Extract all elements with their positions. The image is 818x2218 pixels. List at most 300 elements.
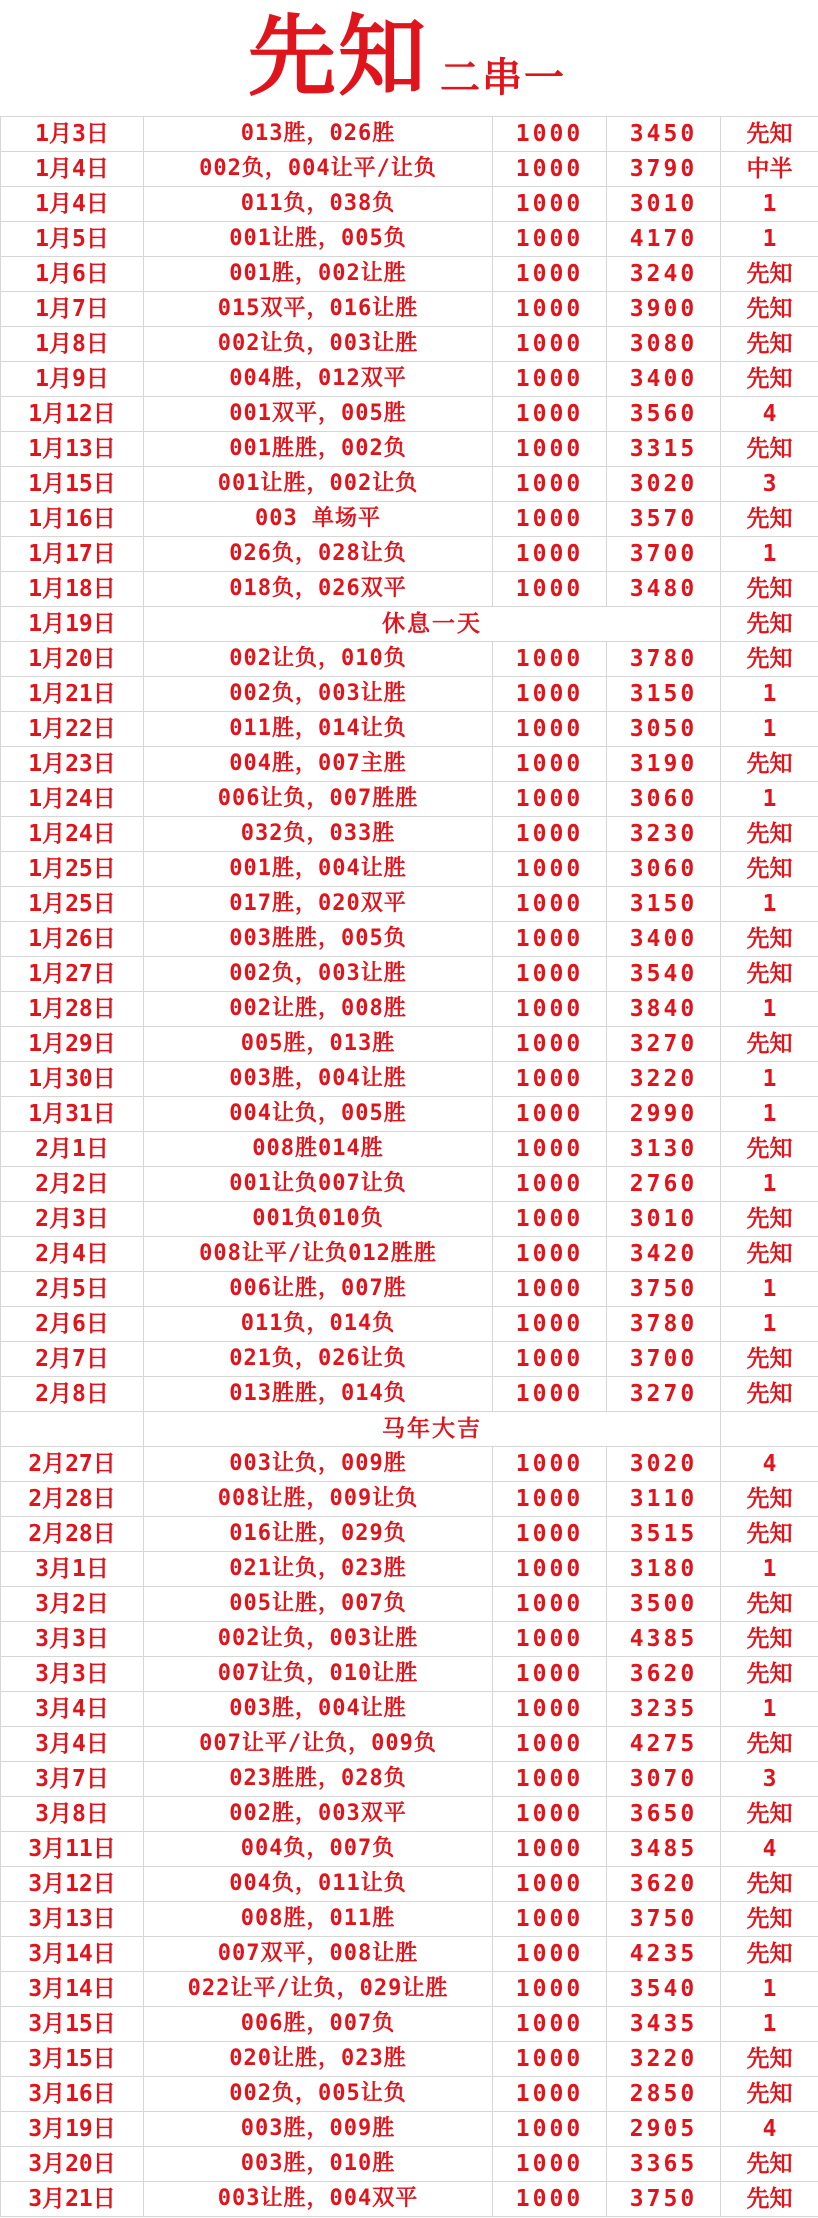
date-cell: 1月20日 xyxy=(1,642,144,677)
payout-cell: 4275 xyxy=(607,1727,721,1762)
result-cell: 1 xyxy=(721,1167,818,1202)
picks-cell: 013胜，026胜 xyxy=(144,117,493,152)
stake-cell: 1000 xyxy=(493,747,607,782)
payout-cell: 3540 xyxy=(607,957,721,992)
table-row xyxy=(1,2077,818,2112)
table-row xyxy=(1,852,818,887)
result-cell: 1 xyxy=(721,1972,818,2007)
table-row xyxy=(1,2007,818,2042)
result-cell: 先知 xyxy=(721,1657,818,1692)
result-cell: 先知 xyxy=(721,1517,818,1552)
stake-cell: 1000 xyxy=(493,362,607,397)
result-cell: 4 xyxy=(721,1832,818,1867)
note-cell: 马年大吉 xyxy=(144,1412,721,1447)
table-row xyxy=(1,1622,818,1657)
payout-cell: 3050 xyxy=(607,712,721,747)
picks-cell: 011负，038负 xyxy=(144,187,493,222)
picks-cell: 021让负，023胜 xyxy=(144,1552,493,1587)
date-cell: 1月12日 xyxy=(1,397,144,432)
result-cell: 先知 xyxy=(721,747,818,782)
stake-cell: 1000 xyxy=(493,957,607,992)
table-row xyxy=(1,257,818,292)
table-row xyxy=(1,327,818,362)
date-cell: 1月29日 xyxy=(1,1027,144,1062)
result-cell: 1 xyxy=(721,1062,818,1097)
payout-cell: 3070 xyxy=(607,1762,721,1797)
date-cell: 1月8日 xyxy=(1,327,144,362)
stake-cell: 1000 xyxy=(493,222,607,257)
payout-cell: 3150 xyxy=(607,677,721,712)
table-row xyxy=(1,1132,818,1167)
result-cell: 先知 xyxy=(721,327,818,362)
picks-cell: 005胜，013胜 xyxy=(144,1027,493,1062)
stake-cell: 1000 xyxy=(493,1202,607,1237)
result-cell: 先知 xyxy=(721,432,818,467)
payout-cell: 3400 xyxy=(607,362,721,397)
result-cell: 1 xyxy=(721,187,818,222)
payout-cell: 3020 xyxy=(607,1447,721,1482)
picks-cell: 008胜，011胜 xyxy=(144,1902,493,1937)
record-table xyxy=(0,116,818,2217)
picks-cell: 002负，003让胜 xyxy=(144,957,493,992)
stake-cell: 1000 xyxy=(493,1832,607,1867)
result-cell: 先知 xyxy=(721,1132,818,1167)
date-cell: 3月21日 xyxy=(1,2182,144,2217)
result-cell: 先知 xyxy=(721,922,818,957)
result-cell: 1 xyxy=(721,887,818,922)
payout-cell: 3010 xyxy=(607,187,721,222)
table-row xyxy=(1,1832,818,1867)
table-row xyxy=(1,782,818,817)
result-cell: 先知 xyxy=(721,1867,818,1902)
result-cell: 先知 xyxy=(721,817,818,852)
picks-cell: 008让平/让负012胜胜 xyxy=(144,1237,493,1272)
table-row xyxy=(1,1867,818,1902)
date-cell: 3月12日 xyxy=(1,1867,144,1902)
stake-cell: 1000 xyxy=(493,1902,607,1937)
result-cell: 1 xyxy=(721,222,818,257)
result-cell: 1 xyxy=(721,1307,818,1342)
date-cell: 1月4日 xyxy=(1,187,144,222)
result-cell: 1 xyxy=(721,1552,818,1587)
payout-cell: 3450 xyxy=(607,117,721,152)
result-cell: 先知 xyxy=(721,1377,818,1412)
payout-cell: 3750 xyxy=(607,1272,721,1307)
table-row xyxy=(1,1237,818,1272)
table-row xyxy=(1,222,818,257)
result-cell: 先知 xyxy=(721,257,818,292)
stake-cell: 1000 xyxy=(493,677,607,712)
payout-cell: 3485 xyxy=(607,1832,721,1867)
stake-cell: 1000 xyxy=(493,782,607,817)
table-row xyxy=(1,2042,818,2077)
date-cell: 3月20日 xyxy=(1,2147,144,2182)
picks-cell: 003 单场平 xyxy=(144,502,493,537)
stake-cell: 1000 xyxy=(493,1937,607,1972)
result-cell: 3 xyxy=(721,467,818,502)
stake-cell: 1000 xyxy=(493,2112,607,2147)
date-cell: 1月16日 xyxy=(1,502,144,537)
date-cell: 1月18日 xyxy=(1,572,144,607)
table-row xyxy=(1,642,818,677)
table-row xyxy=(1,1412,818,1447)
stake-cell: 1000 xyxy=(493,1377,607,1412)
picks-cell: 007让负，010让胜 xyxy=(144,1657,493,1692)
payout-cell: 3750 xyxy=(607,1902,721,1937)
stake-cell: 1000 xyxy=(493,1132,607,1167)
payout-cell: 3620 xyxy=(607,1657,721,1692)
picks-cell: 021负，026让负 xyxy=(144,1342,493,1377)
picks-cell: 001让负007让负 xyxy=(144,1167,493,1202)
payout-cell: 4385 xyxy=(607,1622,721,1657)
date-cell: 3月4日 xyxy=(1,1727,144,1762)
date-cell: 1月26日 xyxy=(1,922,144,957)
date-cell: 1月31日 xyxy=(1,1097,144,1132)
stake-cell: 1000 xyxy=(493,1692,607,1727)
result-cell: 先知 xyxy=(721,2077,818,2112)
result-cell: 1 xyxy=(721,1272,818,1307)
picks-cell: 002负，005让负 xyxy=(144,2077,493,2112)
result-cell: 先知 xyxy=(721,1902,818,1937)
table-row xyxy=(1,887,818,922)
stake-cell: 1000 xyxy=(493,712,607,747)
date-cell: 2月1日 xyxy=(1,1132,144,1167)
table-row xyxy=(1,712,818,747)
payout-cell: 3180 xyxy=(607,1552,721,1587)
stake-cell: 1000 xyxy=(493,257,607,292)
payout-cell: 3080 xyxy=(607,327,721,362)
result-cell: 1 xyxy=(721,2007,818,2042)
stake-cell: 1000 xyxy=(493,292,607,327)
stake-cell: 1000 xyxy=(493,1482,607,1517)
picks-cell: 004负，007负 xyxy=(144,1832,493,1867)
stake-cell: 1000 xyxy=(493,1517,607,1552)
payout-cell: 3235 xyxy=(607,1692,721,1727)
date-cell: 3月11日 xyxy=(1,1832,144,1867)
result-cell: 先知 xyxy=(721,1937,818,1972)
stake-cell: 1000 xyxy=(493,467,607,502)
picks-cell: 004胜，007主胜 xyxy=(144,747,493,782)
stake-cell: 1000 xyxy=(493,1762,607,1797)
table-row xyxy=(1,362,818,397)
picks-cell: 026负，028让负 xyxy=(144,537,493,572)
stake-cell: 1000 xyxy=(493,1727,607,1762)
result-cell: 先知 xyxy=(721,572,818,607)
result-cell: 1 xyxy=(721,712,818,747)
picks-cell: 004负，011让负 xyxy=(144,1867,493,1902)
page-header xyxy=(0,0,818,116)
date-cell xyxy=(1,1412,144,1447)
stake-cell: 1000 xyxy=(493,327,607,362)
payout-cell: 3750 xyxy=(607,2182,721,2217)
payout-cell: 3365 xyxy=(607,2147,721,2182)
table-row xyxy=(1,1482,818,1517)
payout-cell: 2990 xyxy=(607,1097,721,1132)
stake-cell: 1000 xyxy=(493,1972,607,2007)
picks-cell: 001胜，002让胜 xyxy=(144,257,493,292)
table-row xyxy=(1,1377,818,1412)
result-cell: 先知 xyxy=(721,1237,818,1272)
table-row xyxy=(1,607,818,642)
table-row xyxy=(1,1937,818,1972)
table-row xyxy=(1,1097,818,1132)
stake-cell: 1000 xyxy=(493,1062,607,1097)
payout-cell: 3190 xyxy=(607,747,721,782)
table-row xyxy=(1,502,818,537)
picks-cell: 002负，004让平/让负 xyxy=(144,152,493,187)
payout-cell: 3315 xyxy=(607,432,721,467)
result-cell: 4 xyxy=(721,397,818,432)
result-cell: 先知 xyxy=(721,2182,818,2217)
date-cell: 1月24日 xyxy=(1,817,144,852)
result-cell: 1 xyxy=(721,992,818,1027)
date-cell: 3月7日 xyxy=(1,1762,144,1797)
stake-cell: 1000 xyxy=(493,887,607,922)
payout-cell: 3515 xyxy=(607,1517,721,1552)
date-cell: 3月3日 xyxy=(1,1657,144,1692)
date-cell: 1月23日 xyxy=(1,747,144,782)
payout-cell: 3400 xyxy=(607,922,721,957)
table-row xyxy=(1,1552,818,1587)
picks-cell: 002胜，003双平 xyxy=(144,1797,493,1832)
payout-cell: 3700 xyxy=(607,537,721,572)
result-cell: 先知 xyxy=(721,1482,818,1517)
result-cell: 4 xyxy=(721,1447,818,1482)
result-cell: 先知 xyxy=(721,1727,818,1762)
result-cell xyxy=(721,1412,818,1447)
result-cell: 1 xyxy=(721,1097,818,1132)
date-cell: 3月4日 xyxy=(1,1692,144,1727)
picks-cell: 003胜，010胜 xyxy=(144,2147,493,2182)
date-cell: 2月2日 xyxy=(1,1167,144,1202)
picks-cell: 013胜胜，014负 xyxy=(144,1377,493,1412)
table-row xyxy=(1,292,818,327)
table-row xyxy=(1,152,818,187)
picks-cell: 020让胜，023胜 xyxy=(144,2042,493,2077)
payout-cell: 3435 xyxy=(607,2007,721,2042)
payout-cell: 3220 xyxy=(607,1062,721,1097)
date-cell: 1月27日 xyxy=(1,957,144,992)
payout-cell: 3010 xyxy=(607,1202,721,1237)
picks-cell: 005让胜，007负 xyxy=(144,1587,493,1622)
date-cell: 3月2日 xyxy=(1,1587,144,1622)
payout-cell: 3500 xyxy=(607,1587,721,1622)
picks-cell: 017胜，020双平 xyxy=(144,887,493,922)
payout-cell: 3220 xyxy=(607,2042,721,2077)
result-cell: 1 xyxy=(721,1692,818,1727)
date-cell: 1月21日 xyxy=(1,677,144,712)
date-cell: 1月25日 xyxy=(1,887,144,922)
date-cell: 2月7日 xyxy=(1,1342,144,1377)
table-row xyxy=(1,187,818,222)
date-cell: 1月5日 xyxy=(1,222,144,257)
result-cell: 先知 xyxy=(721,607,818,642)
stake-cell: 1000 xyxy=(493,1237,607,1272)
picks-cell: 001负010负 xyxy=(144,1202,493,1237)
result-cell: 先知 xyxy=(721,1342,818,1377)
stake-cell: 1000 xyxy=(493,1307,607,1342)
date-cell: 3月16日 xyxy=(1,2077,144,2112)
date-cell: 1月25日 xyxy=(1,852,144,887)
table-row xyxy=(1,2147,818,2182)
payout-cell: 3270 xyxy=(607,1377,721,1412)
stake-cell: 1000 xyxy=(493,2182,607,2217)
date-cell: 2月28日 xyxy=(1,1517,144,1552)
table-row xyxy=(1,467,818,502)
date-cell: 3月14日 xyxy=(1,1937,144,1972)
picks-cell: 003胜，009胜 xyxy=(144,2112,493,2147)
result-cell: 先知 xyxy=(721,2042,818,2077)
payout-cell: 3060 xyxy=(607,782,721,817)
payout-cell: 3060 xyxy=(607,852,721,887)
stake-cell: 1000 xyxy=(493,1797,607,1832)
stake-cell: 1000 xyxy=(493,502,607,537)
picks-cell: 001让胜，002让负 xyxy=(144,467,493,502)
picks-cell: 008胜014胜 xyxy=(144,1132,493,1167)
stake-cell: 1000 xyxy=(493,1342,607,1377)
table-row xyxy=(1,117,818,152)
date-cell: 3月8日 xyxy=(1,1797,144,1832)
stake-cell: 1000 xyxy=(493,1622,607,1657)
date-cell: 1月7日 xyxy=(1,292,144,327)
payout-cell: 2905 xyxy=(607,2112,721,2147)
table-row xyxy=(1,922,818,957)
payout-cell: 3020 xyxy=(607,467,721,502)
page-title: 先知 xyxy=(248,4,429,108)
result-cell: 先知 xyxy=(721,2147,818,2182)
picks-cell: 016让胜，029负 xyxy=(144,1517,493,1552)
table-row xyxy=(1,537,818,572)
picks-cell: 015双平，016让胜 xyxy=(144,292,493,327)
date-cell: 3月1日 xyxy=(1,1552,144,1587)
table-row xyxy=(1,1797,818,1832)
table-row xyxy=(1,1587,818,1622)
stake-cell: 1000 xyxy=(493,1587,607,1622)
picks-cell: 022让平/让负，029让胜 xyxy=(144,1972,493,2007)
result-cell: 先知 xyxy=(721,1027,818,1062)
date-cell: 2月5日 xyxy=(1,1272,144,1307)
picks-cell: 023胜胜，028负 xyxy=(144,1762,493,1797)
table-row xyxy=(1,2182,818,2217)
table-row xyxy=(1,1307,818,1342)
table-row xyxy=(1,957,818,992)
picks-cell: 003让负，009胜 xyxy=(144,1447,493,1482)
payout-cell: 3570 xyxy=(607,502,721,537)
picks-cell: 006让负，007胜胜 xyxy=(144,782,493,817)
picks-cell: 006胜，007负 xyxy=(144,2007,493,2042)
table-row xyxy=(1,432,818,467)
stake-cell: 1000 xyxy=(493,187,607,222)
table-row xyxy=(1,1657,818,1692)
date-cell: 1月15日 xyxy=(1,467,144,502)
payout-cell: 2850 xyxy=(607,2077,721,2112)
table-row xyxy=(1,1727,818,1762)
table-row xyxy=(1,2112,818,2147)
picks-cell: 002让负，003让胜 xyxy=(144,1622,493,1657)
date-cell: 3月13日 xyxy=(1,1902,144,1937)
table-row xyxy=(1,1202,818,1237)
picks-cell: 002让负，003让胜 xyxy=(144,327,493,362)
page-subtitle: 二串一 xyxy=(440,55,566,101)
picks-cell: 004让负，005胜 xyxy=(144,1097,493,1132)
payout-cell: 3480 xyxy=(607,572,721,607)
result-cell: 3 xyxy=(721,1762,818,1797)
date-cell: 1月13日 xyxy=(1,432,144,467)
note-cell: 休息一天 xyxy=(144,607,721,642)
picks-cell: 001胜，004让胜 xyxy=(144,852,493,887)
table-row xyxy=(1,1272,818,1307)
stake-cell: 1000 xyxy=(493,817,607,852)
stake-cell: 1000 xyxy=(493,2147,607,2182)
date-cell: 1月19日 xyxy=(1,607,144,642)
stake-cell: 1000 xyxy=(493,432,607,467)
table-row xyxy=(1,1517,818,1552)
picks-cell: 011负，014负 xyxy=(144,1307,493,1342)
date-cell: 1月30日 xyxy=(1,1062,144,1097)
record-table-body xyxy=(1,117,818,2217)
stake-cell: 1000 xyxy=(493,1447,607,1482)
picks-cell: 003胜，004让胜 xyxy=(144,1692,493,1727)
date-cell: 2月4日 xyxy=(1,1237,144,1272)
stake-cell: 1000 xyxy=(493,922,607,957)
result-cell: 先知 xyxy=(721,957,818,992)
result-cell: 先知 xyxy=(721,362,818,397)
date-cell: 1月28日 xyxy=(1,992,144,1027)
table-row xyxy=(1,1762,818,1797)
table-row xyxy=(1,992,818,1027)
stake-cell: 1000 xyxy=(493,1167,607,1202)
payout-cell: 3240 xyxy=(607,257,721,292)
result-cell: 1 xyxy=(721,677,818,712)
picks-cell: 004胜，012双平 xyxy=(144,362,493,397)
picks-cell: 006让胜，007胜 xyxy=(144,1272,493,1307)
picks-cell: 002让负，010负 xyxy=(144,642,493,677)
payout-cell: 3620 xyxy=(607,1867,721,1902)
payout-cell: 3270 xyxy=(607,1027,721,1062)
table-row xyxy=(1,1167,818,1202)
payout-cell: 3650 xyxy=(607,1797,721,1832)
payout-cell: 3900 xyxy=(607,292,721,327)
date-cell: 2月8日 xyxy=(1,1377,144,1412)
picks-cell: 003胜，004让胜 xyxy=(144,1062,493,1097)
picks-cell: 003让胜，004双平 xyxy=(144,2182,493,2217)
payout-cell: 3420 xyxy=(607,1237,721,1272)
result-cell: 1 xyxy=(721,782,818,817)
table-row xyxy=(1,572,818,607)
result-cell: 先知 xyxy=(721,642,818,677)
stake-cell: 1000 xyxy=(493,1027,607,1062)
stake-cell: 1000 xyxy=(493,152,607,187)
stake-cell: 1000 xyxy=(493,1272,607,1307)
payout-cell: 4170 xyxy=(607,222,721,257)
stake-cell: 1000 xyxy=(493,2077,607,2112)
payout-cell: 3150 xyxy=(607,887,721,922)
date-cell: 3月19日 xyxy=(1,2112,144,2147)
result-cell: 中半 xyxy=(721,152,818,187)
date-cell: 3月14日 xyxy=(1,1972,144,2007)
picks-cell: 001双平，005胜 xyxy=(144,397,493,432)
stake-cell: 1000 xyxy=(493,2042,607,2077)
result-cell: 先知 xyxy=(721,1622,818,1657)
table-row xyxy=(1,397,818,432)
payout-cell: 3130 xyxy=(607,1132,721,1167)
table-row xyxy=(1,1447,818,1482)
result-cell: 先知 xyxy=(721,292,818,327)
stake-cell: 1000 xyxy=(493,1552,607,1587)
stake-cell: 1000 xyxy=(493,992,607,1027)
payout-cell: 4235 xyxy=(607,1937,721,1972)
table-row xyxy=(1,747,818,782)
